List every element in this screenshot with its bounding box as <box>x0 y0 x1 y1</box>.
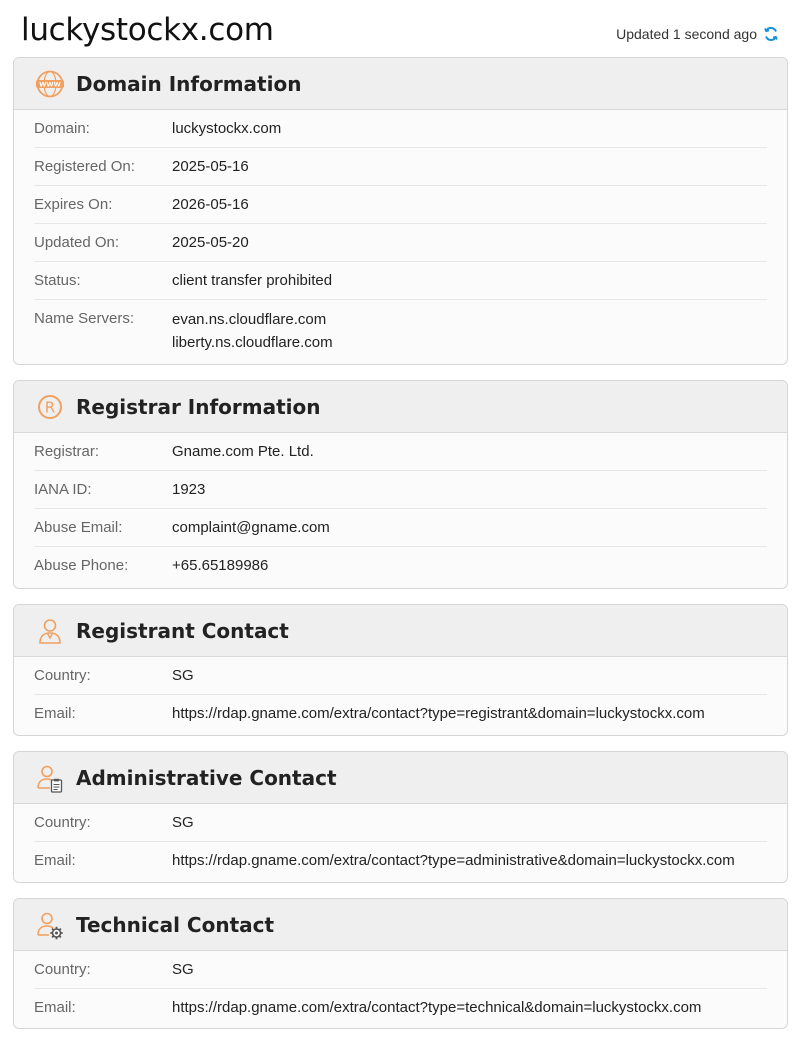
row-label: Email: <box>34 705 76 722</box>
info-row-status <box>34 262 767 300</box>
info-row-name-servers <box>34 300 767 354</box>
card-header <box>14 899 787 951</box>
row-label: Updated On: <box>34 234 120 251</box>
card-header <box>14 381 787 433</box>
technical-contact-card <box>13 898 788 1029</box>
svg-text:WWW: WWW <box>39 80 61 89</box>
row-value: SG <box>172 814 194 831</box>
page-header <box>0 0 800 58</box>
name-server: liberty.ns.cloudflare.com <box>172 334 333 351</box>
info-row-domain <box>34 110 767 148</box>
info-row-country <box>34 804 767 842</box>
info-row-abuse-email <box>34 509 767 547</box>
card-title: Administrative Contact <box>76 765 337 790</box>
card-title: Domain Information <box>76 71 302 96</box>
row-label: Country: <box>34 961 91 978</box>
row-value: 1923 <box>172 481 206 498</box>
registrar-information-card <box>13 380 788 589</box>
person-icon <box>35 616 65 646</box>
row-value: client transfer prohibited <box>172 272 333 289</box>
info-row-expires-on <box>34 186 767 224</box>
row-value: complaint@gname.com <box>172 519 330 536</box>
info-row-registered-on <box>34 148 767 186</box>
row-value: https://rdap.gname.com/extra/contact?type=technical&domain=luckystockx.com <box>172 999 702 1016</box>
person-clipboard-icon <box>35 763 65 793</box>
row-label: Email: <box>34 999 76 1016</box>
domain-information-card <box>13 57 788 365</box>
row-label: Registered On: <box>34 158 135 175</box>
card-header <box>14 58 787 110</box>
row-label: Email: <box>34 852 76 869</box>
row-label: Abuse Phone: <box>34 557 129 574</box>
info-row-iana-id <box>34 471 767 509</box>
row-label: Status: <box>34 272 81 289</box>
info-row-country <box>34 657 767 695</box>
info-row-email <box>34 695 767 733</box>
card-title: Technical Contact <box>76 912 275 937</box>
info-row-email <box>34 989 767 1027</box>
www-icon <box>35 69 65 99</box>
row-value: https://rdap.gname.com/extra/contact?type=registrant&domain=luckystockx.com <box>172 705 705 722</box>
row-label: Domain: <box>34 120 90 137</box>
row-label: Name Servers: <box>34 310 135 327</box>
row-value: https://rdap.gname.com/extra/contact?type=administrative&domain=luckystockx.com <box>172 852 735 869</box>
updated-status[interactable] <box>616 26 779 42</box>
page-title: luckystockx.com <box>21 12 274 48</box>
refresh-icon[interactable] <box>763 26 779 42</box>
svg-text:R: R <box>44 398 56 416</box>
row-label: Abuse Email: <box>34 519 123 536</box>
card-header <box>14 605 787 657</box>
row-value <box>172 308 333 354</box>
row-value: Gname.com Pte. Ltd. <box>172 443 314 460</box>
administrative-contact-card <box>13 751 788 883</box>
row-label: Registrar: <box>34 443 100 460</box>
row-label: Country: <box>34 814 91 831</box>
row-value: SG <box>172 667 194 684</box>
row-value: 2026-05-16 <box>172 196 249 213</box>
person-gear-icon <box>35 910 65 940</box>
row-value: 2025-05-20 <box>172 234 249 251</box>
row-value: luckystockx.com <box>172 120 282 137</box>
row-value: +65.65189986 <box>172 557 269 574</box>
row-value: 2025-05-16 <box>172 158 249 175</box>
card-header <box>14 752 787 804</box>
registrant-contact-card <box>13 604 788 736</box>
row-value: SG <box>172 961 194 978</box>
info-row-abuse-phone <box>34 547 767 585</box>
updated-text: Updated 1 second ago <box>616 26 757 42</box>
info-row-country <box>34 951 767 989</box>
row-label: Expires On: <box>34 196 113 213</box>
info-row-email <box>34 842 767 880</box>
card-title: Registrar Information <box>76 394 321 419</box>
row-label: Country: <box>34 667 91 684</box>
row-label: IANA ID: <box>34 481 92 498</box>
registered-icon <box>35 392 65 422</box>
info-row-updated-on <box>34 224 767 262</box>
card-title: Registrant Contact <box>76 618 289 643</box>
info-row-registrar <box>34 433 767 471</box>
name-server: evan.ns.cloudflare.com <box>172 311 327 328</box>
